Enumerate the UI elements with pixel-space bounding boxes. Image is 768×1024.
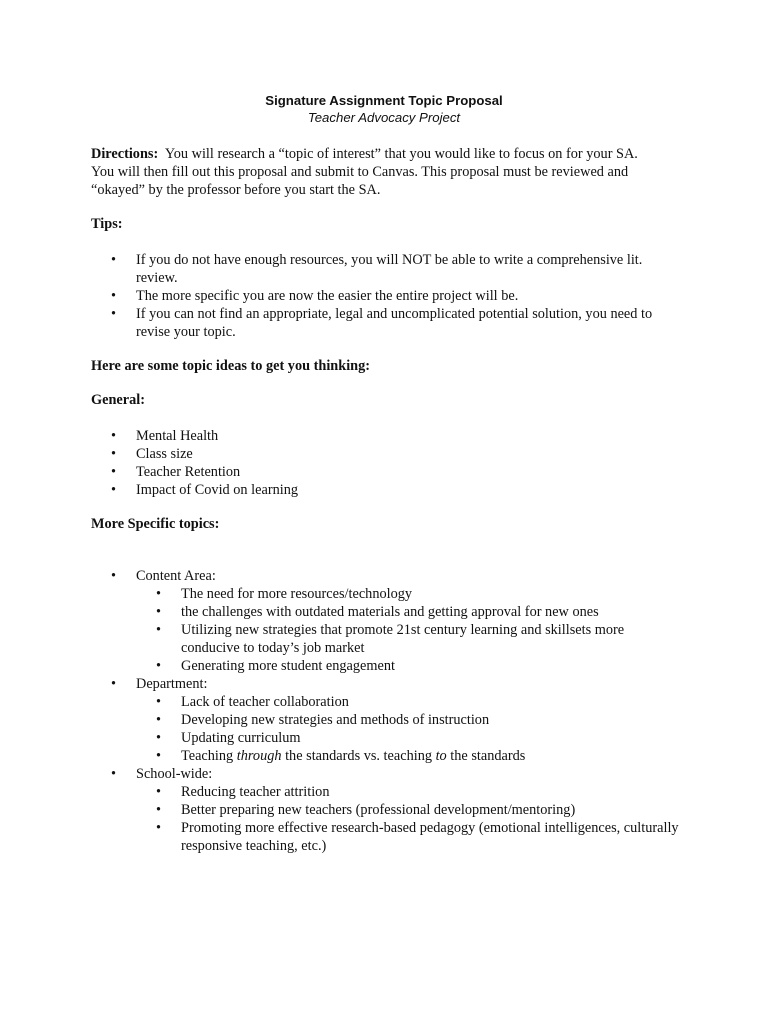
list-item-teaching xyxy=(136,747,681,765)
specific-list xyxy=(91,567,681,855)
directions-paragraph xyxy=(91,145,681,199)
group-school-wide xyxy=(91,765,681,855)
ideas-label: Here are some topic ideas to get you thinking: xyxy=(91,358,371,374)
tips-label: Tips: xyxy=(91,216,123,232)
sub-list xyxy=(136,585,681,675)
group-content-area xyxy=(91,567,681,675)
list-item: • Class size xyxy=(91,445,681,463)
sub-list xyxy=(136,783,681,855)
list-item: • Promoting more effective research-based pedagogy (emotional intelligences, culturally responsive teaching, etc.) xyxy=(136,819,681,855)
title-block xyxy=(0,92,768,126)
directions-text-line2: You will then fill out this proposal and submit to Canvas. This proposal must be reviewed and xyxy=(91,164,629,180)
list-item: • Generating more student engagement xyxy=(136,657,681,675)
emphasis-through: through xyxy=(236,748,282,764)
list-item: • Mental Health xyxy=(91,427,681,445)
emphasis-to: to xyxy=(435,748,447,764)
list-item: • If you can not find an appropriate, legal and uncomplicated potential solution, you need to revise your topic. xyxy=(91,305,681,341)
general-list xyxy=(91,427,681,499)
text-run: the standards vs. teaching xyxy=(281,748,436,764)
directions-text-line1: You will research a “topic of interest” that you would like to focus on for your SA. xyxy=(164,146,638,162)
list-item: • Impact of Covid on learning xyxy=(91,481,681,499)
group-label: School-wide: xyxy=(136,766,213,782)
list-item: • Updating curriculum xyxy=(136,729,681,747)
list-item: • Teacher Retention xyxy=(91,463,681,481)
list-item: • The need for more resources/technology xyxy=(136,585,681,603)
tips-list xyxy=(91,251,681,341)
list-item: • If you do not have enough resources, you will NOT be able to write a comprehensive lit. review. xyxy=(91,251,681,287)
sub-list xyxy=(136,693,681,765)
group-label: Content Area: xyxy=(136,568,216,584)
directions-text-line3: “okayed” by the professor before you start the SA. xyxy=(91,182,381,198)
directions-label: Directions: xyxy=(91,146,159,162)
specific-label: More Specific topics: xyxy=(91,516,220,532)
list-item: • Utilizing new strategies that promote 21st century learning and skillsets more conducive to today’s job market xyxy=(136,621,681,657)
list-item: • The more specific you are now the easier the entire project will be. xyxy=(91,287,681,305)
list-item: • Developing new strategies and methods of instruction xyxy=(136,711,681,729)
list-item: • the challenges with outdated materials and getting approval for new ones xyxy=(136,603,681,621)
list-item: • Better preparing new teachers (professional development/mentoring) xyxy=(136,801,681,819)
document-subtitle: Teacher Advocacy Project xyxy=(307,110,461,125)
list-item: • Lack of teacher collaboration xyxy=(136,693,681,711)
list-item: • Reducing teacher attrition xyxy=(136,783,681,801)
general-heading xyxy=(91,391,681,409)
ideas-heading xyxy=(91,357,681,375)
tips-heading xyxy=(91,215,681,233)
group-label: Department: xyxy=(136,676,208,692)
text-run: Teaching xyxy=(181,748,237,764)
text-run: the standards xyxy=(446,748,526,764)
general-label: General: xyxy=(91,392,145,408)
document-title: Signature Assignment Topic Proposal xyxy=(265,93,503,108)
group-department xyxy=(91,675,681,765)
document-body xyxy=(91,145,681,855)
specific-heading xyxy=(91,515,681,533)
